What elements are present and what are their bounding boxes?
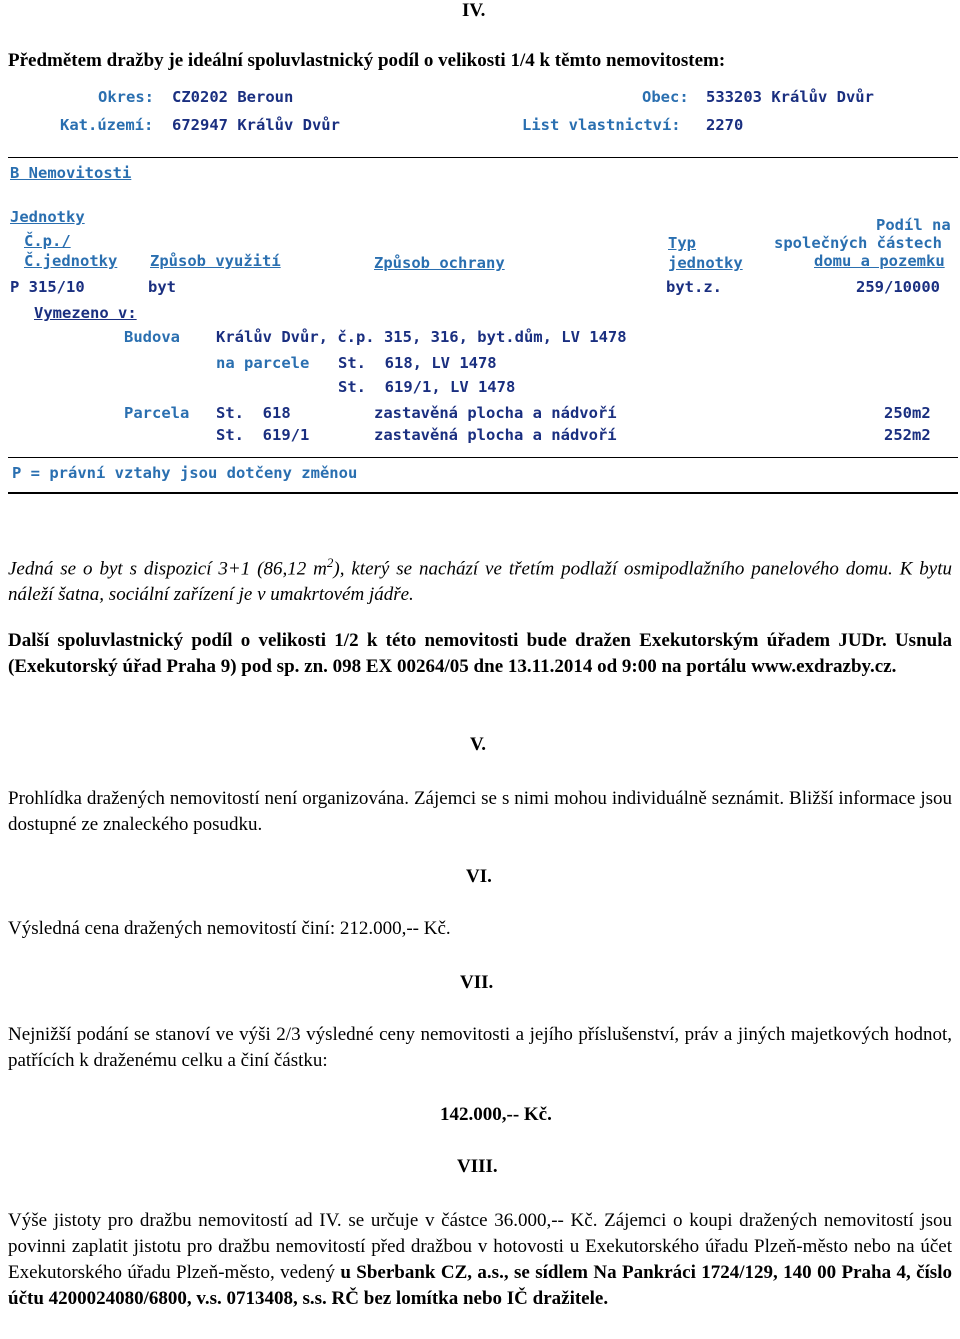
na-parcele-label: na parcele <box>216 354 310 372</box>
intro-text: Předmětem dražby je ideální spoluvlastnický podíl o velikosti 1/4 k těmto nemovitostem: <box>8 50 726 71</box>
zpusob-vyuziti-label: Způsob využití <box>150 252 281 270</box>
desc-part-b: ), který se nachází ve třetím podlaží osmipodlažního panelového domu. K bytu náleží šatna, sociální zařízení je v umakrtovém jádře. <box>8 558 952 606</box>
podil-label-3: domu a pozemku <box>814 252 945 270</box>
divider-line <box>8 457 958 458</box>
deposit-text <box>8 1208 952 1312</box>
unit-use: byt <box>148 278 176 296</box>
vymezeno-label: Vymezeno v: <box>34 304 137 322</box>
inspection-text: Prohlídka dražených nemovitostí není organizována. Zájemci se s nimi mohou individuálně seznámit. Bližší informace jsou dostupné ze znaleckého posudku. <box>8 788 952 835</box>
divider-line <box>8 492 958 494</box>
section-heading-iv: IV. <box>462 0 486 21</box>
cadastre-extract <box>0 80 960 500</box>
cp-label: Č.p./ <box>24 232 71 250</box>
jednotky-label: Jednotky <box>10 208 85 226</box>
parcela-1: St. 618, LV 1478 <box>338 354 497 372</box>
section-heading-viii: VIII. <box>457 1156 498 1177</box>
price-text: Výsledná cena dražených nemovitostí činí: 212.000,-- Kč. <box>8 918 451 939</box>
further-share-text: Další spoluvlastnický podíl o velikosti 1/2 k této nemovitosti bude dražen Exekutorským úřadem JUDr. Usnula (Exekutorský úřad Praha 9) pod sp. zn. 098 EX 00264/05 dne 13.11.2014 od 9:00 na portálu www.exdrazby.cz. <box>8 630 952 677</box>
area-2: 252m2 <box>884 426 931 444</box>
area-1: 250m2 <box>884 404 931 422</box>
parcela-label: Parcela <box>124 404 190 422</box>
lv-label: List vlastnictví: <box>522 116 681 134</box>
katuzemi-label: Kat.území: <box>60 116 154 134</box>
deposit-part-a: Výše jistoty pro dražbu nemovitostí ad IV. se určuje v částce 36.000,-- Kč. Zájemci o koupi dražených nemovitostí jsou povinni zaplatit jistotu pro dražbu nemovitostí před dražbou v hotovosti u Exekutorského úřadu Plzeň-město nebo na účet Exekutorského úřadu Plzeň-město, vedený <box>8 1210 952 1283</box>
katuzemi-value: 672947 Králův Dvůr <box>172 116 340 134</box>
section-heading-v: V. <box>470 734 487 755</box>
desc-superscript: 2 <box>326 555 334 570</box>
deposit-bank-details: u Sberbank CZ, a.s., se sídlem Na Pankráci 1724/129, 140 00 Praha 4, číslo účtu 4200024080/6800, v.s. 0713408, s.s. RČ bez lomítka nebo IČ dražitele. <box>8 1262 952 1309</box>
obec-value: 533203 Králův Dvůr <box>706 88 874 106</box>
zpusob-ochrany-label: Způsob ochrany <box>374 254 505 272</box>
budova-label: Budova <box>124 328 180 346</box>
typ-label: Typ <box>668 234 696 252</box>
parcela-2: St. 619/1, LV 1478 <box>338 378 516 396</box>
cjednotky-label: Č.jednotky <box>24 252 118 270</box>
section-heading-vii: VII. <box>460 972 494 993</box>
section-heading-vi: VI. <box>466 866 492 887</box>
okres-label: Okres: <box>98 88 154 106</box>
typ-jednotky-label: jednotky <box>668 254 743 272</box>
unit-number: P 315/10 <box>10 278 85 296</box>
st-618: St. 618 <box>216 404 291 422</box>
unit-share: 259/10000 <box>856 278 940 296</box>
podil-label-2: společných částech <box>774 234 942 252</box>
zast-1: zastavěná plocha a nádvoří <box>374 404 617 422</box>
podil-label-1: Podíl na <box>876 216 951 234</box>
apartment-description <box>8 550 952 608</box>
section-b-label: B Nemovitosti <box>10 164 132 182</box>
lowest-bid-text: Nejnižší podání se stanoví ve výši 2/3 výsledné ceny nemovitosti a jejího příslušenství, práv a jiných majetkových hodnot, patřících k draženému celku a činí částku: <box>8 1024 952 1071</box>
okres-value: CZ0202 Beroun <box>172 88 294 106</box>
lv-value: 2270 <box>706 116 744 134</box>
zast-2: zastavěná plocha a nádvoří <box>374 426 617 444</box>
desc-part-a: Jedná se o byt s dispozicí 3+1 (86,12 m <box>8 558 327 580</box>
obec-label: Obec: <box>642 88 689 106</box>
lowest-bid-amount: 142.000,-- Kč. <box>440 1104 552 1125</box>
st-619: St. 619/1 <box>216 426 310 444</box>
footnote: P = právní vztahy jsou dotčeny změnou <box>12 464 358 482</box>
unit-type: byt.z. <box>666 278 722 296</box>
divider-line <box>8 157 958 158</box>
budova-value: Králův Dvůr, č.p. 315, 316, byt.dům, LV 1478 <box>216 328 627 346</box>
